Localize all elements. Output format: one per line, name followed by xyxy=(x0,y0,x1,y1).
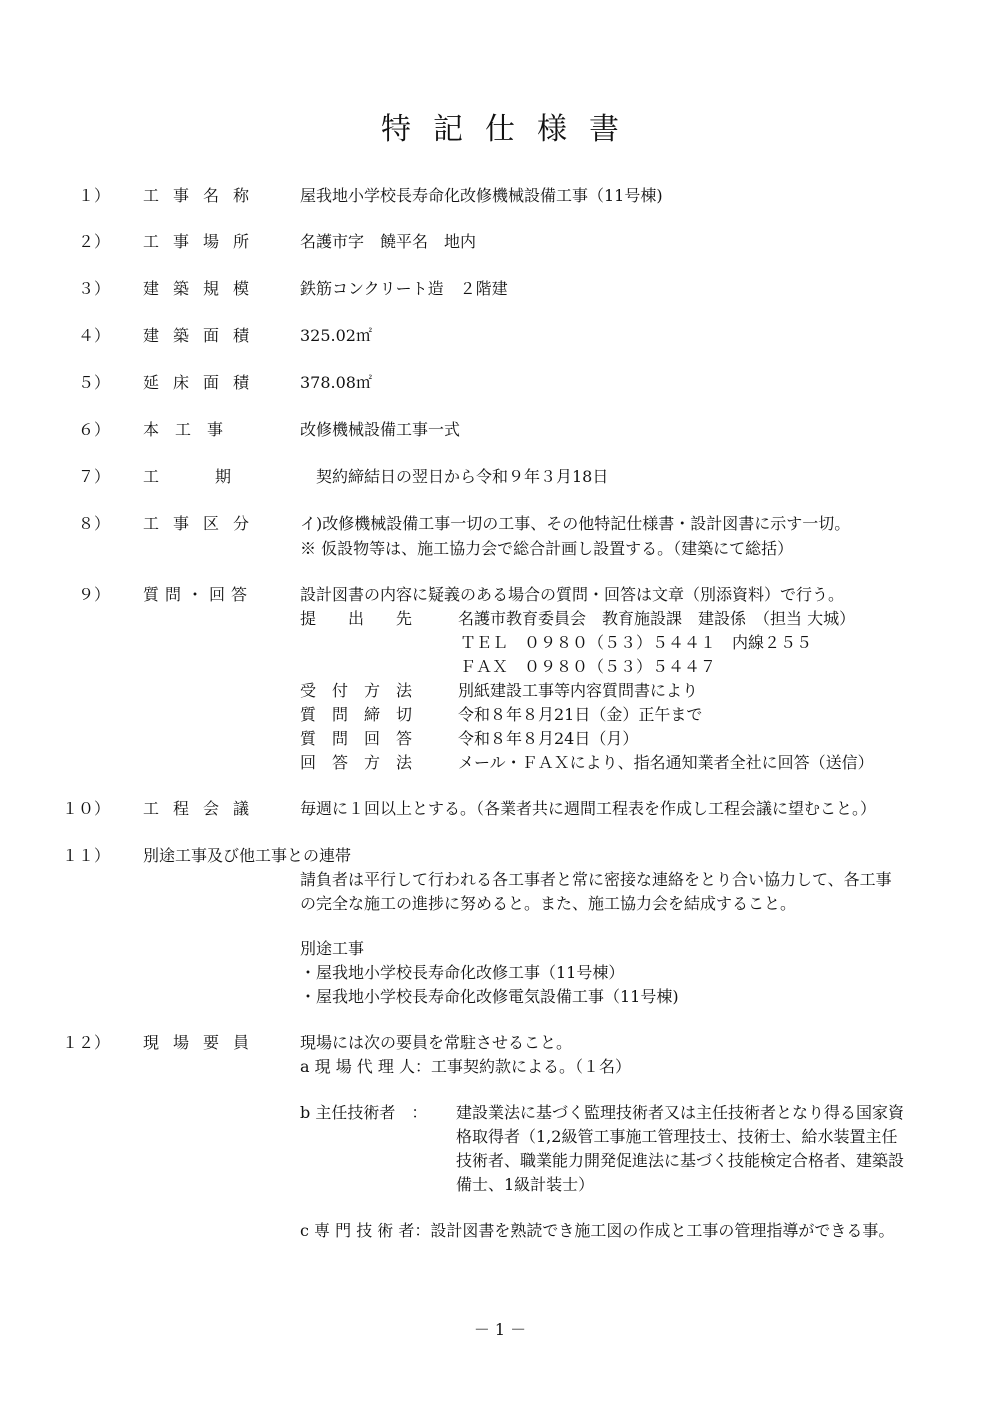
qa-row-value: メール・ＦＡＸにより、指名通知業者全社に回答（送信） xyxy=(458,753,874,772)
item-number: １） xyxy=(77,186,110,205)
item-label: 工事区分 xyxy=(143,514,264,533)
item-value: 現場には次の要員を常駐させること。 xyxy=(300,1033,573,1052)
staff-b-line: 技術者、職業能力開発促進法に基づく技能検定合格者、建築設 xyxy=(456,1151,905,1170)
qa-row-key: 回 答 方 法 xyxy=(300,753,413,772)
page-number: － 1 － xyxy=(473,1320,527,1339)
item-number: １１） xyxy=(61,846,110,865)
item-value: イ)改修機械設備工事一切の工事、その他特記仕様書・設計図書に示す一切。 xyxy=(300,514,851,533)
item-number: ８） xyxy=(77,514,110,533)
item-value: 屋我地小学校長寿命化改修機械設備工事（11号棟) xyxy=(300,186,663,205)
item-label: 建築規模 xyxy=(143,279,264,298)
page-title: 特記仕様書 xyxy=(381,112,641,147)
item-number: ５） xyxy=(77,373,110,392)
item-text-line: の完全な施工の進捗に努めると。また、施工協力会を結成すること。 xyxy=(300,894,797,913)
item-number: ４） xyxy=(77,326,110,345)
separate-work-item: ・屋我地小学校長寿命化改修工事（11号棟） xyxy=(300,963,625,982)
item-value: 名護市字 饒平名 地内 xyxy=(300,232,477,251)
qa-row-value: 令和８年８月21日（金）正午まで xyxy=(458,705,703,724)
item-text-line: 請負者は平行して行われる各工事者と常に密接な連絡をとり合い協力して、各工事 xyxy=(300,870,892,889)
staff-b-line: 備士、1級計装士） xyxy=(456,1175,595,1194)
item-label: 工事名称 xyxy=(143,186,264,205)
item-label: 工事場所 xyxy=(143,232,264,251)
staff-b-line: 建設業法に基づく監理技術者又は主任技術者となり得る国家資 xyxy=(456,1103,905,1122)
separate-works-title: 別途工事 xyxy=(300,939,365,958)
item-value: 毎週に１回以上とする。（各業者共に週間工程表を作成し工程会議に望むこと。） xyxy=(300,799,877,818)
item-label: 工程会議 xyxy=(143,799,264,818)
item-number: ３） xyxy=(77,279,110,298)
item-label: 工 期 xyxy=(143,467,240,486)
item-number: ７） xyxy=(77,467,110,486)
qa-row-key: 質 問 締 切 xyxy=(300,705,413,724)
qa-row-key: 受 付 方 法 xyxy=(300,681,413,700)
item-label: 別途工事及び他工事との連帯 xyxy=(143,846,352,865)
staff-b-label: b 主任技術者 ： xyxy=(300,1103,428,1122)
item-label: 現場要員 xyxy=(143,1033,264,1052)
item-note: ※ 仮設物等は、施工協力会で総合計画し設置する。（建築にて総括） xyxy=(300,539,794,558)
staff-a: a 現 場 代 理 人：工事契約款による。（１名） xyxy=(300,1057,631,1076)
item-number: ６） xyxy=(77,420,110,439)
item-value: 378.08㎡ xyxy=(300,373,372,392)
item-value: 325.02㎡ xyxy=(300,326,372,345)
item-label: 延床面積 xyxy=(143,373,264,392)
item-label: 質問・回答 xyxy=(143,585,254,604)
separate-work-item: ・屋我地小学校長寿命化改修電気設備工事（11号棟) xyxy=(300,987,679,1006)
qa-row-key: 質 問 回 答 xyxy=(300,729,413,748)
qa-row-value: ＦＡＸ ０９８０（５３）５４４７ xyxy=(460,657,717,676)
item-value: 契約締結日の翌日から令和９年３月18日 xyxy=(300,467,609,486)
qa-row-value: ＴＥＬ ０９８０（５３）５４４１ 内線２５５ xyxy=(460,633,813,652)
item-number: １２） xyxy=(61,1033,110,1052)
qa-row-key: 提 出 先 xyxy=(300,609,413,628)
item-value: 改修機械設備工事一式 xyxy=(300,420,461,439)
item-value: 鉄筋コンクリート造 ２階建 xyxy=(300,279,508,298)
item-label: 本 工 事 xyxy=(143,420,224,439)
staff-b-line: 格取得者（1,2級管工事施工管理技士、技術士、給水装置主任 xyxy=(456,1127,898,1146)
staff-c: c 専 門 技 術 者：設計図書を熟読でき施工図の作成と工事の管理指導ができる事。 xyxy=(300,1221,895,1240)
item-number: ２） xyxy=(77,232,110,251)
item-label: 建築面積 xyxy=(143,326,264,345)
qa-row-value: 名護市教育委員会 教育施設課 建設係 （担当 大城） xyxy=(458,609,856,628)
item-number: １０） xyxy=(61,799,110,818)
qa-row-value: 令和８年８月24日（月） xyxy=(458,729,639,748)
item-number: ９） xyxy=(77,585,110,604)
qa-row-value: 別紙建設工事等内容質問書により xyxy=(458,681,699,700)
item-value: 設計図書の内容に疑義のある場合の質問・回答は文章（別添資料）で行う。 xyxy=(300,585,845,604)
